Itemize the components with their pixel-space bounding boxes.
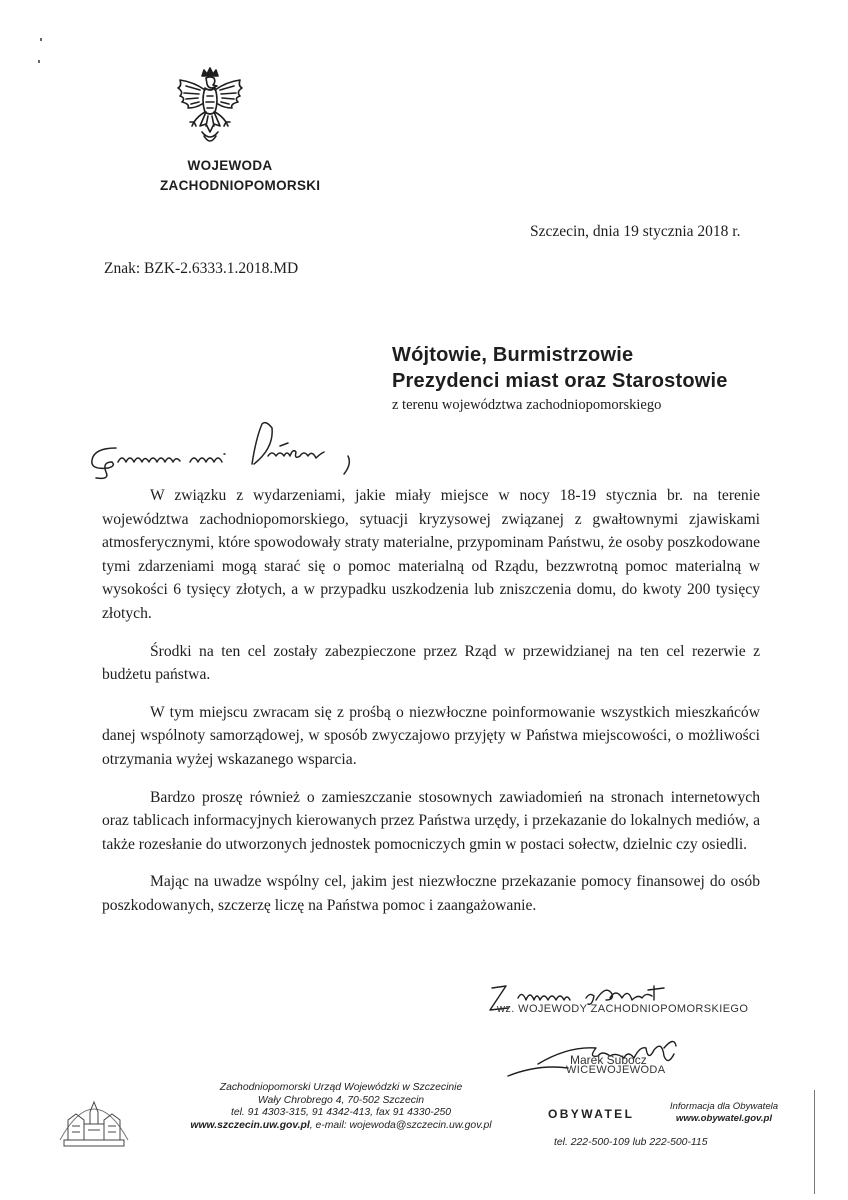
stamp-name: Marek Subocz [570,1053,647,1067]
office-email[interactable]: , e-mail: wojewoda@szczecin.uw.gov.pl [309,1119,492,1131]
stamp-on-behalf: wz. WOJEWODY ZACHODNIOPOMORSKIEGO [497,1003,749,1015]
handwritten-salutation [86,418,366,480]
obywatel-phone: tel. 222-500-109 lub 222-500-115 [554,1137,708,1148]
body-paragraph-1: W związku z wydarzeniami, jakie miały miejsce w nocy 18-19 stycznia br. na terenie województwa zachodniopomorskiego, sytuacji kryzysowej związanej z gwałtownymi zjawiskami atmosferycznymi, które spowodowały straty materialne, przypominam Państwu, że osoby poszkodowane tymi zdarzeniami mogą starać się o pomoc materialną od Rządu, bezzwrotną pomoc materialną w wysokości 6 tysięcy złotych, a w przypadku uszkodzenia lub zniszczenia domu, do kwoty 200 tysięcy złotych. [102,487,760,622]
obywatel-info [664,1101,784,1124]
office-street: Wały Chrobrego 4, 70-502 Szczecin [257,1094,425,1106]
office-phones: tel. 91 4303-315, 91 4342-413, fax 91 4330-250 [230,1107,452,1119]
handwritten-signature [478,976,748,1096]
office-name: Zachodniopomorski Urząd Wojewódzki w Szczecinie [219,1082,463,1093]
office-website-link[interactable]: www.szczecin.uw.gov.pl [190,1119,310,1131]
addressee-line-1: Wójtowie, Burmistrzowie [392,344,634,366]
addressee-line-2: Prezydenci miast oraz Starostowie [392,370,728,392]
reference-number: Znak: BZK-2.6333.1.2018.MD [104,260,299,277]
office-web-email [188,1120,494,1133]
addressee-block [392,342,772,414]
stamp-position: WICEWOJEWODA [566,1064,666,1076]
letter-body [102,484,760,932]
body-paragraph-5: Mając na uwadze wspólny cel, jakim jest niezwłoczne przekazanie pomocy finansowej do osób poszkodowanych, szczerzę liczę na Państwa pomoc i zaangażowanie. [102,873,760,914]
obywatel-website-link[interactable]: www.obywatel.gov.pl [675,1112,773,1124]
obywatel-brand: OBYWATEL [548,1107,635,1121]
scan-edge-line [814,1090,815,1194]
issuer-header [160,156,321,196]
office-building-logo-icon [54,1084,134,1148]
obywatel-info-title: Informacja dla Obywatela [669,1101,779,1112]
office-contact [188,1082,494,1132]
issuer-title: WOJEWODA [187,158,273,173]
body-paragraph-3: W tym miejscu zwracam się z prośbą o niezwłoczne poinformowanie wszystkich mieszkańców danej wspólnoty samorządowej, w sposób zwyczajowo przyjęty w Państwa miejscowości, o możliwości otrzymania wyżej wskazanego wsparcia. [102,703,760,768]
scan-speck [40,38,42,41]
scan-speck [38,60,40,63]
letter-date: Szczecin, dnia 19 stycznia 2018 r. [530,223,741,240]
issuer-region: ZACHODNIOPOMORSKI [160,178,321,193]
addressee-line-3: z terenu województwa zachodniopomorskiego [392,397,662,413]
body-paragraph-2: Środki na ten cel zostały zabezpieczone przez Rząd w przewidzianej na ten cel rezerwie z budżetu państwa. [102,642,760,684]
body-paragraph-4: Bardzo proszę również o zamieszczanie stosownych zawiadomień na stronach internetowych oraz tablicach informacyjnych kierowanych przez Państwa urzędy, i przekazanie do lokalnych mediów, a także rozesłanie do utworzonych jednostek pomocniczych gmin w postaci sołectw, dzielnic czy osiedli. [102,788,760,853]
coat-of-arms-eagle-icon [172,66,248,150]
